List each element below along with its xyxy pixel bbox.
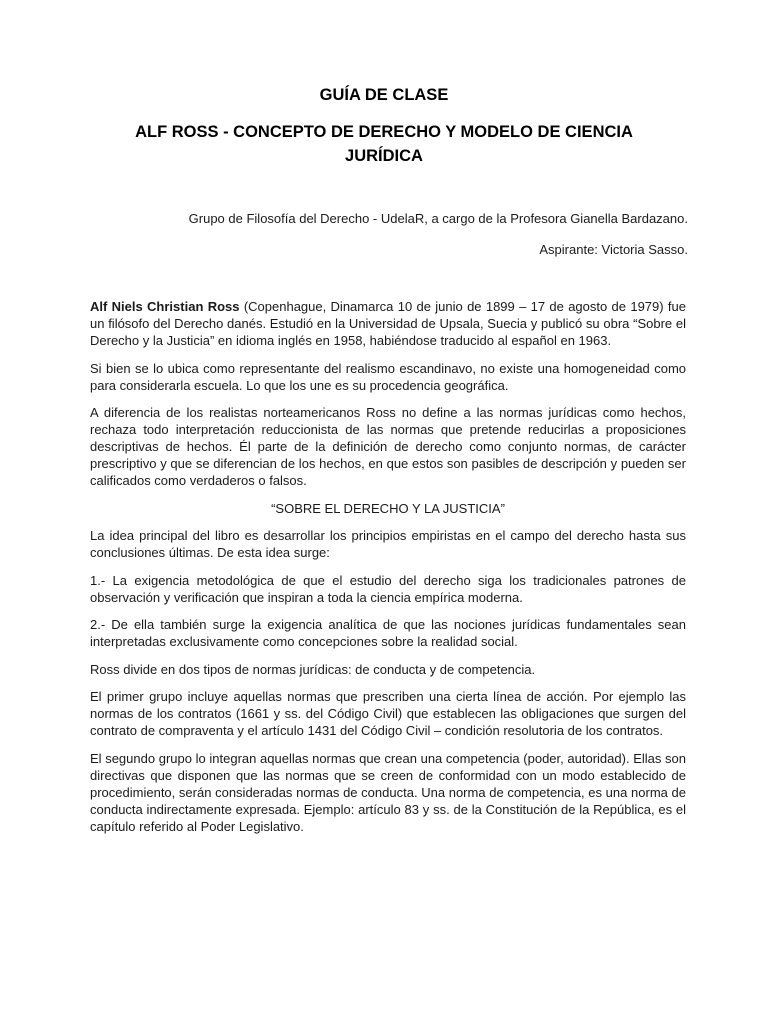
group-line: Grupo de Filosofía del Derecho - UdelaR, a cargo de la Profesora Gianella Bardazano. (188, 211, 688, 226)
paragraph-main-idea: La idea principal del libro es desarrollar los principios empiristas en el campo del derecho hasta sus conclusiones últimas. De esta idea surge: (90, 528, 686, 560)
paragraph-point-1: 1.- La exigencia metodológica de que el estudio del derecho siga los tradicionales patrones de observación y verificación que inspiran a toda la ciencia empírica moderna. (90, 572, 686, 605)
paragraph-norms: A diferencia de los realistas norteamericanos Ross no define a las normas jurídicas como hechos, rechaza todo interpretación reduccionista de las normas que pretende reducirlas a proposiciones descriptivas de hechos. Él parte de la definición de derecho como conjunto normas, de carácter prescriptivo y que se diferencian de los hechos, en que estos son pasibles de descripción y pueden ser calificados como verdaderos o falsos. (90, 405, 686, 488)
aspirant-line: Aspirante: Victoria Sasso. (539, 242, 688, 257)
author-name: Alf Niels Christian Ross (90, 299, 240, 314)
intro-paragraph (90, 298, 686, 349)
paragraph-realism: Si bien se lo ubica como representante del realismo escandinavo, no existe una homogeneidad como para considerarla escuela. Lo que los une es su procedencia geográfica. (90, 360, 686, 393)
paragraph-competence-norms: El segundo grupo lo integran aquellas normas que crean una competencia (poder, autoridad). Ellas son directivas que disponen que las normas que se creen de conformidad con un modo establecido de procedimiento, serán consideradas normas de conducta. Una norma de competencia, es una norma de conducta indirectamente expresada. Ejemplo: artículo 83 y ss. de la Constitución de la República, es el capítulo referido al Poder Legislativo. (90, 750, 686, 834)
paragraph-conduct-norms: El primer grupo incluye aquellas normas que prescriben una cierta línea de acción. Por ejemplo las normas de los contratos (1661 y ss. del Código Civil) que establecen las obligaciones que surgen del contrato de compraventa y el artículo 1431 del Código Civil – condición resolutoria de los contratos. (90, 689, 686, 738)
paragraph-norm-types: Ross divide en dos tipos de normas jurídicas: de conducta y de competencia. (90, 661, 536, 677)
paragraph-point-2: 2.- De ella también surge la exigencia analítica de que las nociones jurídicas fundamentales sean interpretadas exclusivamente como concepciones sobre la realidad social. (90, 617, 686, 649)
intro-text: (Copenhague, Dinamarca 10 de junio de 1899 – 17 de agosto de 1979) fue un filósofo del Derecho danés. Estudió en la Universidad de Upsala, Suecia y publicó su obra “Sobre el Derecho y la Justicia” en idioma inglés en 1958, habiéndose traducido al español en 1963. (90, 299, 686, 348)
document-title: GUÍA DE CLASE (319, 86, 449, 104)
document-subtitle: ALF ROSS - CONCEPTO DE DERECHO Y MODELO DE CIENCIA JURÍDICA (135, 123, 633, 165)
document-body (90, 298, 686, 845)
section-heading: “SOBRE EL DERECHO Y LA JUSTICIA” (271, 500, 505, 516)
